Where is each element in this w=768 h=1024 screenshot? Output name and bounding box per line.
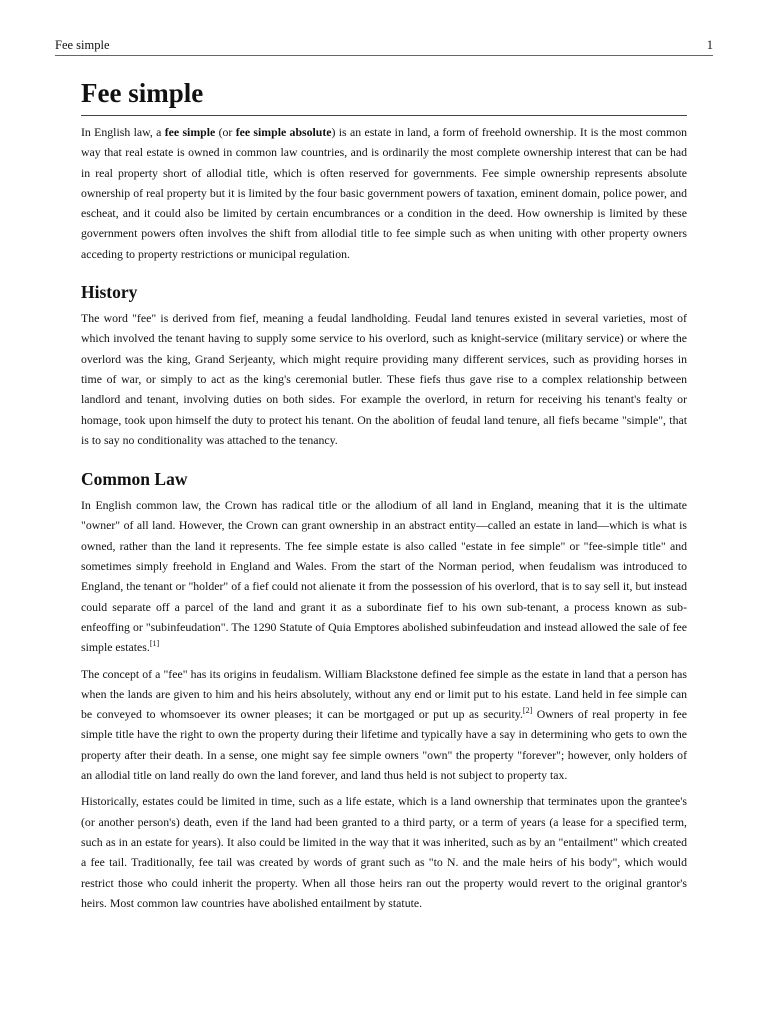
- intro-text-3: ) is an estate in land, a form of freehold ownership. It is the most common way that real estate is owned in common law countries, and is ordinarily the most complete ownership interest that can be had in real property short of allodial title, which is often reserved for governments. Fee simple ownership represents absolute ownership of real property but it is limited by the four basic government powers of taxation, eminent domain, police power, and escheat, and it could also be limited by certain encumbrances or a condition in the deed. How ownership is limited by these government powers often involves the shift from allodial title to fee simple such as when uniting with other property owners acceding to property restrictions or municipal regulation.: [81, 125, 687, 261]
- running-title: Fee simple: [55, 38, 110, 52]
- running-header: [55, 37, 713, 56]
- common-law-p2-text-a: The concept of a "fee" has its origins in feudalism. William Blackstone defined fee simple as the estate in land that a person has when the lands are given to him and his heirs absolutely, without any end or limit put to his estate. Land held in fee simple can be conveyed to whomsoever its owner pleases; it can be mortgaged or put up as security.: [81, 666, 687, 722]
- intro-text-2: (or: [215, 125, 236, 139]
- intro-paragraph: [81, 122, 687, 264]
- intro-text-1: In English law, a: [81, 125, 165, 139]
- term-fee-simple-absolute: fee simple absolute: [235, 125, 332, 139]
- section-heading-history: History: [81, 282, 138, 303]
- page-title: Fee simple: [81, 76, 687, 116]
- section-heading-common-law: Common Law: [81, 469, 188, 490]
- reference-link-1[interactable]: [1]: [149, 639, 160, 649]
- common-law-p1-text: In English common law, the Crown has radical title or the allodium of all land in England, meaning that it is the ultimate "owner" of all land. However, the Crown can grant ownership in an abstract entity—called an estate in land—which is what is owned, rather than the land it represents. The fee simple estate is also called "estate in fee simple" or "fee-simple title" and sometimes simply freehold in England and Wales. From the start of the Norman period, when feudalism was introduced to England, the tenant or "holder" of a fief could not alienate it from the possession of his overlord, that is to say sell it, but instead could separate off a parcel of the land and grant it as a subordinate fief to his own sub-tenant, a process known as sub-enfeoffing or "subinfeudation". The 1290 Statute of Quia Emptores abolished subinfeudation and instead allowed the sale of fee simple estates.: [81, 498, 687, 655]
- article-body: [81, 76, 687, 913]
- history-paragraph: The word "fee" is derived from fief, meaning a feudal landholding. Feudal land tenures existed in several varieties, most of which involved the tenant having to supply some service to his overlord, such as knight-service (military service) or where the overlord was the king, Grand Serjeanty, which might require providing many different services, such as providing horses in time of war, or simply to act as the king's ceremonial butler. These fiefs thus gave rise to a complex relationship between landlord and tenant, involving duties on both sides. For example the overlord, in return for receiving his tenant's fealty or homage, took upon himself the duty to protect his tenant. On the abolition of feudal land tenure, all fiefs became "simple", that is to say no conditionality was attached to the tenancy.: [81, 311, 687, 447]
- common-law-paragraph-1: [81, 495, 687, 657]
- term-fee-simple: fee simple: [164, 125, 216, 139]
- reference-link-2[interactable]: [2]: [522, 706, 533, 716]
- common-law-p2-text-b: Owners of real property in fee simple title have the right to own the property during their lifetime and typically have a say in determining who gets to own the property after their death. In a sense, one might say fee simple owners "own" the property "forever"; however, only holders of an allodial title on land really do own the land forever, and land thus held is not subject to property tax.: [81, 707, 688, 783]
- common-law-paragraph-2: [81, 664, 687, 786]
- page-number: 1: [706, 38, 713, 52]
- common-law-paragraph-3: Historically, estates could be limited in time, such as a life estate, which is a land ownership that terminates upon the grantee's (or another person's) death, even if the land had been granted to a third party, or a term of years (a lease for a specified term, such as in an estate for years). It also could be limited in the way that it was inherited, such as by an "entailment" which created a fee tail. Traditionally, fee tail was created by words of grant such as "to N. and the male heirs of his body", which would restrict those who could inherit the property. When all those heirs ran out the property would revert to the original grantor's heirs. Most common law countries have abolished entailment by statute.: [81, 794, 687, 910]
